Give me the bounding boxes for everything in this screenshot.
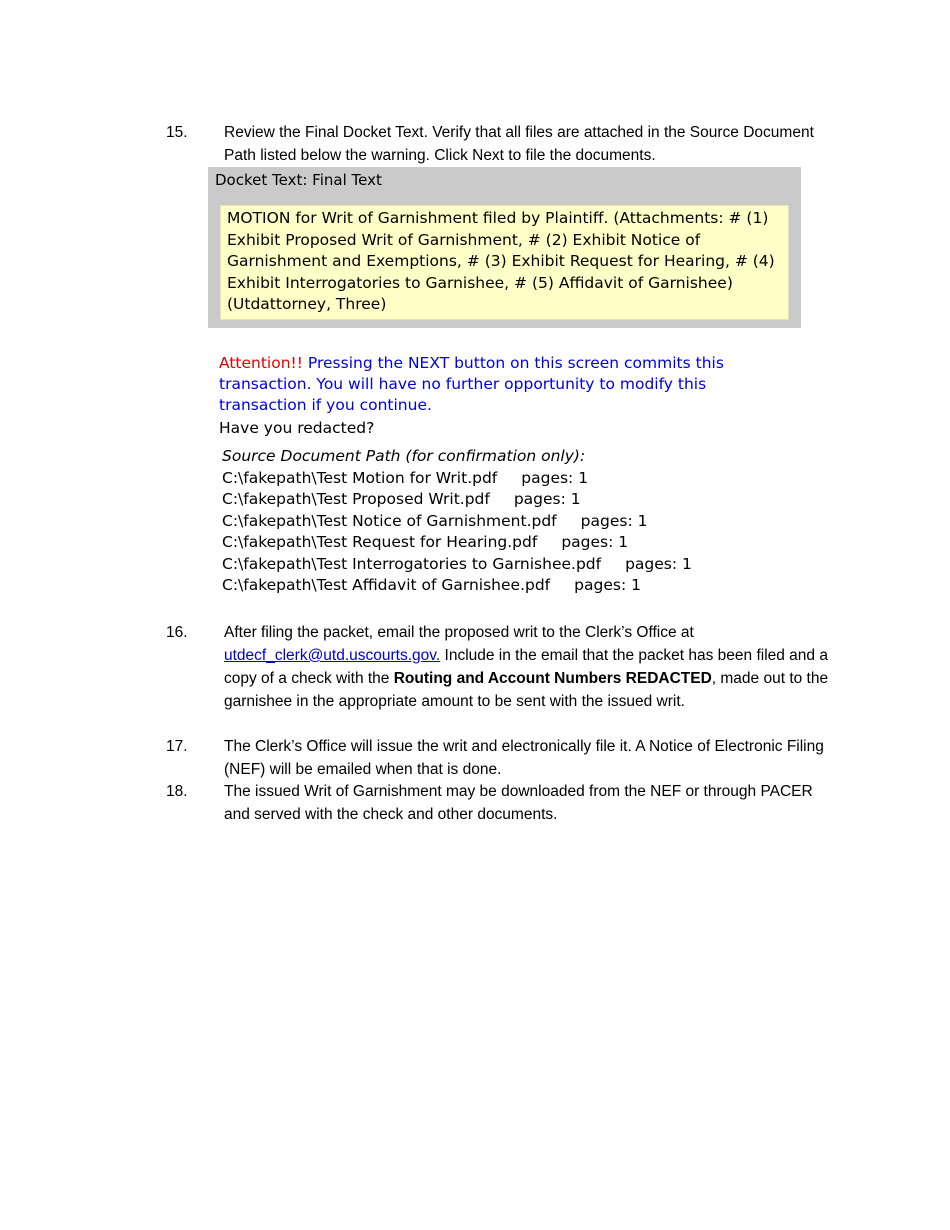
file-pages: pages: 1 [580,511,648,530]
step-text: Review the Final Docket Text. Verify that all files are attached in the Source Document Path listed below the warning. Click Next to file the documents. [224,124,814,164]
file-pages: pages: 1 [625,554,692,573]
step-number: 16. [166,624,188,641]
file-path: C:\fakepath\Test Affidavit of Garnishee.pdf [222,576,551,594]
file-pages: pages: 1 [561,533,629,551]
step-17 [166,735,836,781]
step-16-text-start: After filing the packet, email the proposed writ to the Clerk’s Office at [224,624,694,641]
step-number: 17. [166,738,188,755]
attention-message: Pressing the NEXT button on this screen commits this transaction. You will have no further opportunity to modify this transaction if you continue. [219,354,724,414]
file-row [222,468,692,490]
step-15 [166,121,836,167]
file-path: C:\fakepath\Test Interrogatories to Garnishee.pdf [222,554,602,573]
step-16-text-end: , made out to the garnishee in the appropriate amount to be sent with the issued writ. [224,670,829,710]
clerk-email-link[interactable]: utdecf_clerk@utd.uscourts.gov. [224,647,441,664]
file-pages: pages: 1 [574,576,641,594]
file-row [222,554,692,576]
attention-label: Attention!! [219,354,303,372]
file-path: C:\fakepath\Test Motion for Writ.pdf [222,468,498,487]
file-path: C:\fakepath\Test Notice of Garnishment.pdf [222,511,557,530]
step-text: The Clerk’s Office will issue the writ and electronically file it. A Notice of Electronic Filing (NEF) will be emailed when that is done. [224,738,824,778]
attention-warning [219,353,779,416]
step-16-text-middle: Include in the email that the packet has been filed and a copy of a check with the [224,647,828,687]
file-row [222,575,692,597]
docket-final-text: MOTION for Writ of Garnishment filed by Plaintiff. (Attachments: # (1) Exhibit Proposed Writ of Garnishment, # (2) Exhibit Notice of Garnishment and Exemptions, # (3) Exhibit Request for Hearing, # (4) Exhibit Interrogatories to Garnishee, # (5) Affidavit of Garnishee) (Utdattorney, Three) [220,205,789,320]
routing-redacted-note: Routing and Account Numbers REDACTED [393,670,712,687]
file-path: C:\fakepath\Test Proposed Writ.pdf [222,490,490,508]
source-title: Source Document Path (for confirmation only): [222,447,586,465]
step-number: 18. [166,783,188,800]
file-path: C:\fakepath\Test Request for Hearing.pdf [222,533,538,551]
step-text [224,621,836,713]
file-row [222,511,692,533]
file-pages: pages: 1 [521,468,589,487]
step-text: The issued Writ of Garnishment may be downloaded from the NEF or through PACER and served with the check and other documents. [224,783,813,823]
step-number: 15. [166,124,188,141]
step-18 [166,780,836,826]
docket-text-panel [208,167,801,328]
file-row [222,489,692,511]
docket-header: Docket Text: Final Text [215,171,382,189]
source-document-list [222,446,692,597]
file-pages: pages: 1 [513,490,581,508]
step-16 [166,621,836,713]
file-row [222,532,692,554]
redacted-question: Have you redacted? [219,419,375,437]
